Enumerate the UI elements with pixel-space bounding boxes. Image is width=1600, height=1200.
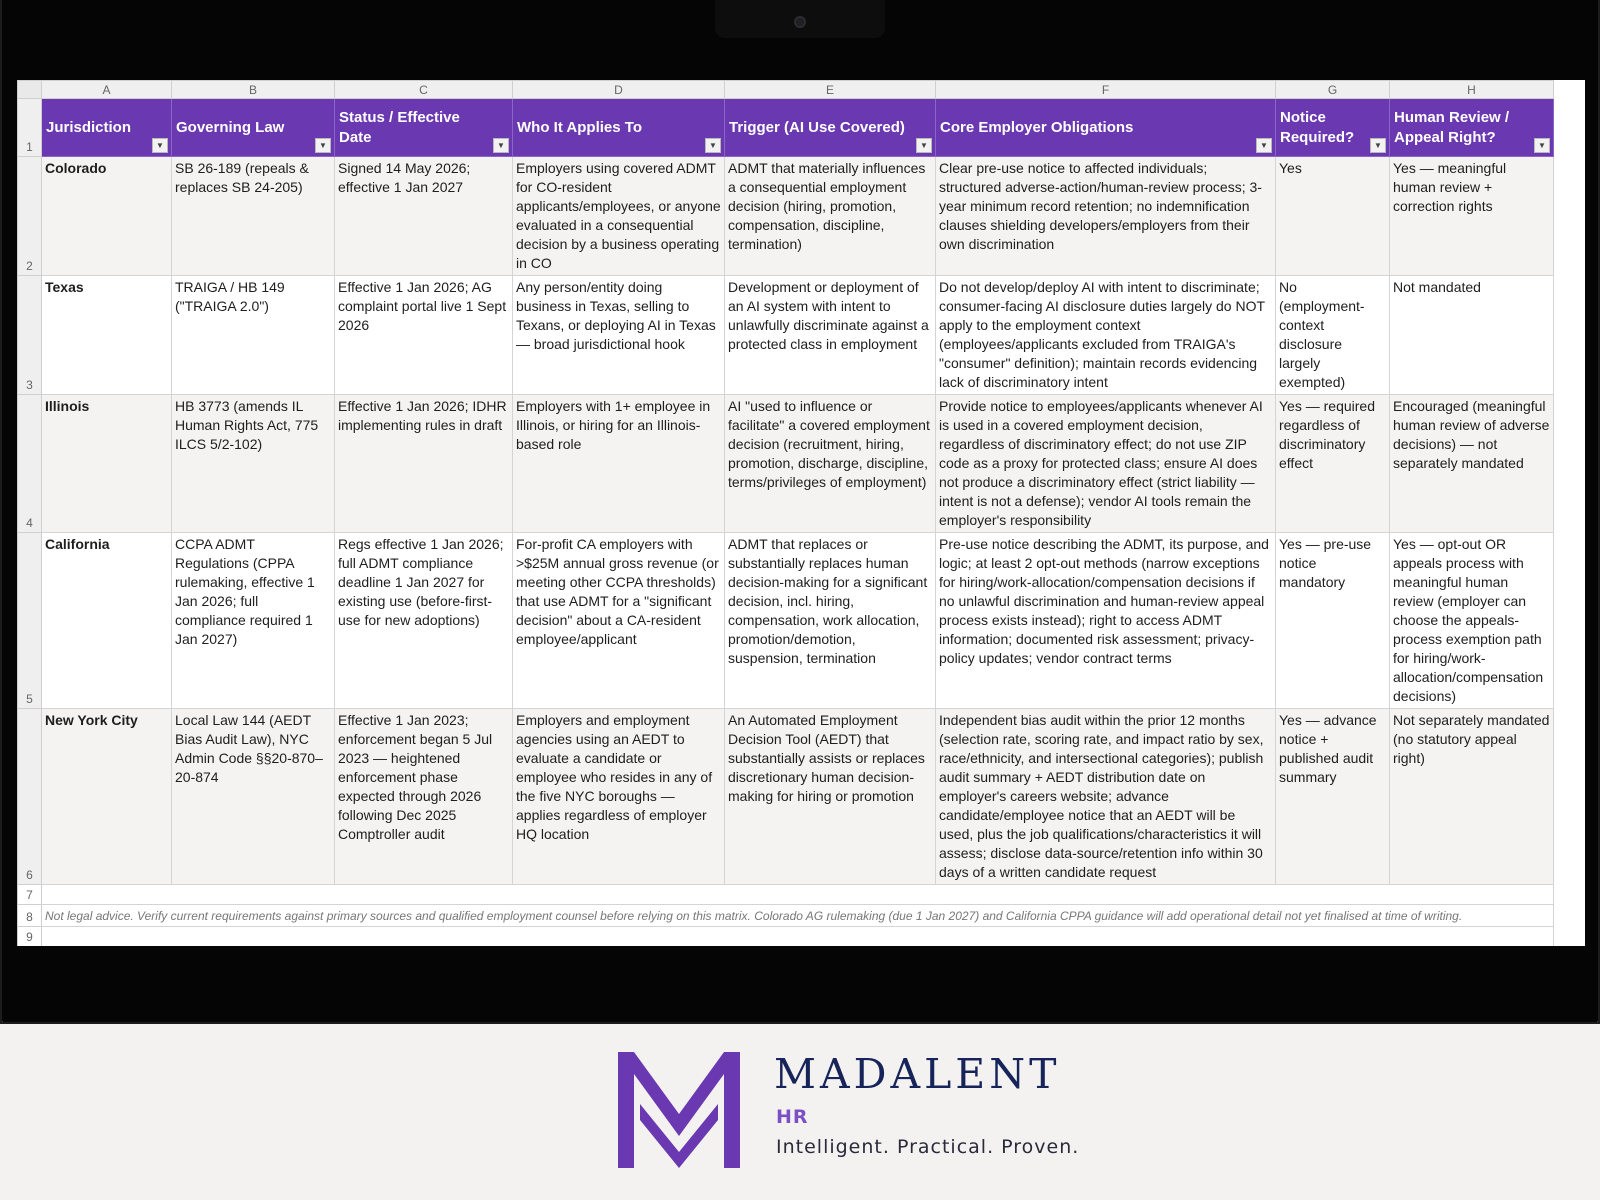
column-header-g[interactable]: G bbox=[1276, 81, 1390, 99]
cell-status[interactable]: Effective 1 Jan 2023; enforcement began 5 Jul 2023 — heightened enforcement phase expected through 2026 following Dec 2025 Comptroller audit bbox=[335, 709, 513, 885]
footnote-disclaimer[interactable]: Not legal advice. Verify current requirements against primary sources and qualified employment counsel before relying on this matrix. Colorado AG rulemaking (due 1 Jan 2027) and California CPPA guidance will add operational detail not yet finalised at time of writing. bbox=[42, 905, 1554, 927]
filter-dropdown-icon[interactable]: ▼ bbox=[1370, 138, 1386, 153]
row-number[interactable]: 3 bbox=[18, 276, 42, 395]
row-number[interactable]: 6 bbox=[18, 709, 42, 885]
filter-dropdown-icon[interactable]: ▼ bbox=[1534, 138, 1550, 153]
cell-jurisdiction[interactable]: Texas bbox=[42, 276, 172, 395]
table-row bbox=[18, 276, 1554, 395]
header-trigger[interactable] bbox=[725, 99, 936, 157]
empty-row bbox=[18, 885, 1554, 905]
filter-dropdown-icon[interactable]: ▼ bbox=[152, 138, 168, 153]
cell-notice[interactable]: Yes — pre-use notice mandatory bbox=[1276, 533, 1390, 709]
empty-cell[interactable] bbox=[42, 927, 1554, 947]
cell-obligations[interactable]: Provide notice to employees/applicants whenever AI is used in a covered employment decision, regardless of discriminatory effect; do not use ZIP code as a proxy for protected class; ensure AI does not produce a discriminatory effect (strict liability — intent is not a defense); vendor AI tools remain the employer's responsibility bbox=[936, 395, 1276, 533]
header-label: Trigger (AI Use Covered) bbox=[729, 118, 905, 136]
table-row bbox=[18, 395, 1554, 533]
header-obligations[interactable] bbox=[936, 99, 1276, 157]
cell-human-review[interactable]: Yes — opt-out OR appeals process with meaningful human review (employer can choose the appeals-process exemption path for hiring/work-allocation/compensation decisions) bbox=[1390, 533, 1554, 709]
cell-notice[interactable]: Yes — advance notice + published audit summary bbox=[1276, 709, 1390, 885]
cell-notice[interactable]: No (employment-context disclosure largely exempted) bbox=[1276, 276, 1390, 395]
cell-human-review[interactable]: Not mandated bbox=[1390, 276, 1554, 395]
madalent-logo-icon bbox=[618, 1052, 740, 1168]
header-label: Jurisdiction bbox=[46, 118, 132, 136]
filter-dropdown-icon[interactable]: ▼ bbox=[916, 138, 932, 153]
cell-governing-law[interactable]: HB 3773 (amends IL Human Rights Act, 775 ILCS 5/2-102) bbox=[172, 395, 335, 533]
row-number[interactable]: 1 bbox=[18, 99, 42, 157]
column-header-h[interactable]: H bbox=[1390, 81, 1554, 99]
header-notice[interactable] bbox=[1276, 99, 1390, 157]
cell-trigger[interactable]: ADMT that materially influences a consequential employment decision (hiring, promotion, compensation, discipline, termination) bbox=[725, 157, 936, 276]
cell-trigger[interactable]: AI "used to influence or facilitate" a covered employment decision (recruitment, hiring, promotion, discharge, discipline, terms/privileges of employment) bbox=[725, 395, 936, 533]
cell-status[interactable]: Effective 1 Jan 2026; AG complaint portal live 1 Sept 2026 bbox=[335, 276, 513, 395]
select-all-corner[interactable] bbox=[18, 81, 42, 99]
column-header-row bbox=[18, 81, 1554, 99]
cell-governing-law[interactable]: CCPA ADMT Regulations (CPPA rulemaking, effective 1 Jan 2026; full compliance required 1 Jan 2027) bbox=[172, 533, 335, 709]
cell-jurisdiction[interactable]: California bbox=[42, 533, 172, 709]
column-header-e[interactable]: E bbox=[725, 81, 936, 99]
brand-sub: HR bbox=[776, 1106, 809, 1128]
cell-jurisdiction[interactable]: New York City bbox=[42, 709, 172, 885]
row-number[interactable]: 9 bbox=[18, 927, 42, 947]
cell-governing-law[interactable]: SB 26-189 (repeals & replaces SB 24-205) bbox=[172, 157, 335, 276]
header-applies-to[interactable] bbox=[513, 99, 725, 157]
cell-human-review[interactable]: Not separately mandated (no statutory appeal right) bbox=[1390, 709, 1554, 885]
filter-dropdown-icon[interactable]: ▼ bbox=[493, 138, 509, 153]
header-label: Core Employer Obligations bbox=[940, 118, 1134, 136]
header-human-review[interactable] bbox=[1390, 99, 1554, 157]
footnote-row bbox=[18, 905, 1554, 927]
cell-obligations[interactable]: Do not develop/deploy AI with intent to discriminate; consumer-facing AI disclosure duties largely do NOT apply to the employment context (employees/applicants excluded from TRAIGA's "consumer" definition); maintain records evidencing lack of discriminatory intent bbox=[936, 276, 1276, 395]
column-header-a[interactable]: A bbox=[42, 81, 172, 99]
column-header-f[interactable]: F bbox=[936, 81, 1276, 99]
filter-dropdown-icon[interactable]: ▼ bbox=[315, 138, 331, 153]
cell-applies-to[interactable]: For-profit CA employers with >$25M annual gross revenue (or meeting other CCPA thresholds) that use ADMT for a "significant decision" about a CA-resident employee/applicant bbox=[513, 533, 725, 709]
table-row bbox=[18, 533, 1554, 709]
table-row bbox=[18, 157, 1554, 276]
table-row bbox=[18, 709, 1554, 885]
cell-applies-to[interactable]: Employers using covered ADMT for CO-resident applicants/employees, or anyone evaluated in a consequential decision by a business operating in CO bbox=[513, 157, 725, 276]
cell-governing-law[interactable]: Local Law 144 (AEDT Bias Audit Law), NYC Admin Code §§20-870–20-874 bbox=[172, 709, 335, 885]
header-status[interactable] bbox=[335, 99, 513, 157]
row-number[interactable]: 8 bbox=[18, 905, 42, 927]
cell-trigger[interactable]: Development or deployment of an AI system with intent to unlawfully discriminate against a protected class in employment bbox=[725, 276, 936, 395]
spreadsheet-grid bbox=[17, 80, 1554, 946]
brand-tagline: Intelligent. Practical. Proven. bbox=[776, 1136, 1080, 1158]
cell-applies-to[interactable]: Employers and employment agencies using an AEDT to evaluate a candidate or employee who resides in any of the five NYC boroughs — applies regardless of employer HQ location bbox=[513, 709, 725, 885]
cell-trigger[interactable]: ADMT that replaces or substantially replaces human decision-making for a significant decision, incl. hiring, compensation, work allocation, promotion/demotion, suspension, termination bbox=[725, 533, 936, 709]
table-header-row bbox=[18, 99, 1554, 157]
header-label: Human Review / Appeal Right? bbox=[1394, 108, 1510, 146]
cell-jurisdiction[interactable]: Colorado bbox=[42, 157, 172, 276]
cell-human-review[interactable]: Yes — meaningful human review + correction rights bbox=[1390, 157, 1554, 276]
cell-status[interactable]: Regs effective 1 Jan 2026; full ADMT compliance deadline 1 Jan 2027 for existing use (before-first-use for new adoptions) bbox=[335, 533, 513, 709]
row-number[interactable]: 2 bbox=[18, 157, 42, 276]
row-number[interactable]: 5 bbox=[18, 533, 42, 709]
filter-dropdown-icon[interactable]: ▼ bbox=[705, 138, 721, 153]
cell-notice[interactable]: Yes — required regardless of discriminatory effect bbox=[1276, 395, 1390, 533]
filter-dropdown-icon[interactable]: ▼ bbox=[1256, 138, 1272, 153]
cell-obligations[interactable]: Pre-use notice describing the ADMT, its purpose, and logic; at least 2 opt-out methods (narrow exceptions for hiring/work-allocation/compensation decisions if no unlawful discrimination and human-review appeal process exists instead); right to access ADMT information; documented risk assessment; privacy-policy updates; vendor contract terms bbox=[936, 533, 1276, 709]
column-header-b[interactable]: B bbox=[172, 81, 335, 99]
brand-name: MADALENT bbox=[774, 1050, 1061, 1098]
cell-applies-to[interactable]: Employers with 1+ employee in Illinois, or hiring for an Illinois-based role bbox=[513, 395, 725, 533]
column-header-d[interactable]: D bbox=[513, 81, 725, 99]
header-label: Notice Required? bbox=[1280, 108, 1355, 146]
row-number[interactable]: 4 bbox=[18, 395, 42, 533]
header-label: Governing Law bbox=[176, 118, 285, 136]
empty-cell[interactable] bbox=[42, 885, 1554, 905]
cell-governing-law[interactable]: TRAIGA / HB 149 ("TRAIGA 2.0") bbox=[172, 276, 335, 395]
column-header-c[interactable]: C bbox=[335, 81, 513, 99]
cell-human-review[interactable]: Encouraged (meaningful human review of adverse decisions) — not separately mandated bbox=[1390, 395, 1554, 533]
cell-trigger[interactable]: An Automated Employment Decision Tool (AEDT) that substantially assists or replaces discretionary human decision-making for hiring or promotion bbox=[725, 709, 936, 885]
cell-notice[interactable]: Yes bbox=[1276, 157, 1390, 276]
header-label: Who It Applies To bbox=[517, 118, 642, 136]
cell-applies-to[interactable]: Any person/entity doing business in Texas, selling to Texans, or deploying AI in Texas — broad jurisdictional hook bbox=[513, 276, 725, 395]
cell-status[interactable]: Effective 1 Jan 2026; IDHR implementing rules in draft bbox=[335, 395, 513, 533]
row-number[interactable]: 7 bbox=[18, 885, 42, 905]
header-label: Status / Effective Date bbox=[339, 108, 460, 146]
cell-obligations[interactable]: Independent bias audit within the prior 12 months (selection rate, scoring rate, and impact ratio by sex, race/ethnicity, and intersectional categories); publish audit summary + AEDT distribution date on employer's careers website; advance candidate/employee notice that an AEDT will be used, plus the job qualifications/characteristics it will assess; disclose data-source/retention info within 30 days of a written candidate request bbox=[936, 709, 1276, 885]
header-jurisdiction[interactable] bbox=[42, 99, 172, 157]
cell-status[interactable]: Signed 14 May 2026; effective 1 Jan 2027 bbox=[335, 157, 513, 276]
cell-jurisdiction[interactable]: Illinois bbox=[42, 395, 172, 533]
empty-row bbox=[18, 927, 1554, 947]
cell-obligations[interactable]: Clear pre-use notice to affected individuals; structured adverse-action/human-review process; 3-year minimum record retention; no indemnification clauses shielding developers/employers from their own discrimination bbox=[936, 157, 1276, 276]
webcam-icon bbox=[794, 16, 806, 28]
header-governing-law[interactable] bbox=[172, 99, 335, 157]
laptop-screen bbox=[17, 80, 1585, 946]
